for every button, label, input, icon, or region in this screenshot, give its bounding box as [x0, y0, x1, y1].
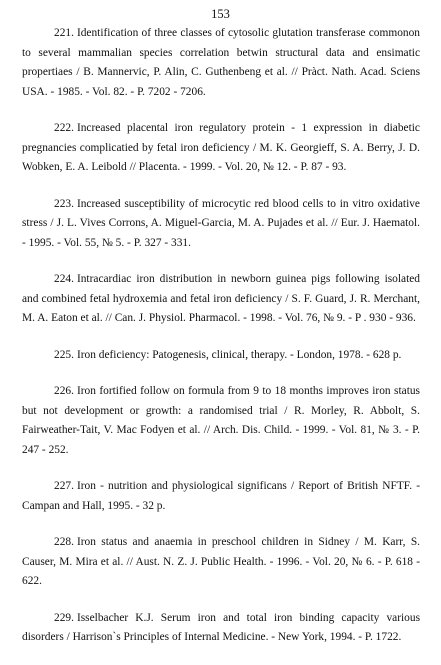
- reference-number: 229.: [54, 611, 74, 624]
- reference-list: [22, 24, 420, 665]
- reference-number: 225.: [54, 348, 74, 361]
- reference-text: Iron deficiency: Patogenesis, clinical, therapy. - London, 1978. - 628 p.: [76, 348, 402, 361]
- reference-item: [22, 382, 420, 460]
- reference-text: Increased susceptibility of microcytic red blood cells to in vitro oxidative stress / J. L. Vives Corrons, A. Miguel-Garcia, M. A. Pujades et al. // Eur. J. Haematol. - 1995. - Vol. 55, № 5. - P. 327 - 331.: [22, 197, 420, 249]
- reference-item: [22, 533, 420, 592]
- reference-item: [22, 24, 420, 102]
- reference-text: Identification of three classes of cytosolic glutation transferase commonon to several mammalian species correlation betwin structural data and ensimatic propertiaes / B. Mannervic, P. Alin, C. Guthenbeng et al. // Pràct. Nath. Acad. Sciens USA. - 1985. - Vol. 82. - P. 7202 - 7206.: [22, 27, 420, 98]
- reference-item: [22, 119, 420, 178]
- reference-number: 223.: [54, 197, 74, 210]
- reference-text: Iron status and anaemia in preschool children in Sidney / M. Karr, S. Causer, M. Mira et al. // Aust. N. Z. J. Public Health. - 1996. - Vol. 20, № 6. - P. 618 - 622.: [22, 536, 420, 587]
- reference-number: 226.: [54, 385, 74, 397]
- reference-text: Iron - nutrition and physiological significans / Report of British NFTF. - Campan and Hall, 1995. - 32 p.: [22, 480, 420, 512]
- reference-item: [22, 609, 420, 648]
- reference-number: 222.: [54, 122, 74, 134]
- reference-number: 221.: [54, 27, 74, 39]
- reference-item: [22, 346, 420, 366]
- reference-text: Intracardiac iron distribution in newborn guinea pigs following isolated and combined fetal hydroxemia and fetal iron deficiency / S. F. Guard, J. R. Merchant, M. A. Eaton et al. // Can. J. Physiol. Pharmacol. - 1998. - Vol. 76, № 9. - P . 930 - 936.: [22, 273, 420, 324]
- reference-item: [22, 477, 420, 516]
- page-number: 153: [211, 7, 230, 21]
- reference-number: 224.: [54, 273, 74, 285]
- reference-number: 228.: [54, 536, 74, 548]
- reference-item: [22, 195, 420, 254]
- reference-text: Increased placental iron regulatory protein - 1 expression in diabetic pregnancies complicatied by fetal iron deficiency / M. K. Georgieff, S. A. Berry, J. D. Wobken, E. A. Leibold // Placenta. - 1999. - Vol. 20, № 12. - P. 87 - 93.: [22, 122, 420, 173]
- reference-text: Isselbacher K.J. Serum iron and total iron binding capacity various disorders / Harrison`s Principles of Internal Medicine. - New York, 1994. - P. 1722.: [22, 611, 420, 643]
- reference-item: [22, 270, 420, 329]
- reference-text: Iron fortified follow on formula from 9 to 18 months improves iron status but not development or growth: a randomised trial / R. Morley, R. Abbolt, S. Fairweather-Tait, V. Mac Fodyen et al. // Arch. Dis. Child. - 1999. - Vol. 81, № 3. - P. 247 - 252.: [22, 385, 420, 456]
- reference-number: 227.: [54, 480, 74, 492]
